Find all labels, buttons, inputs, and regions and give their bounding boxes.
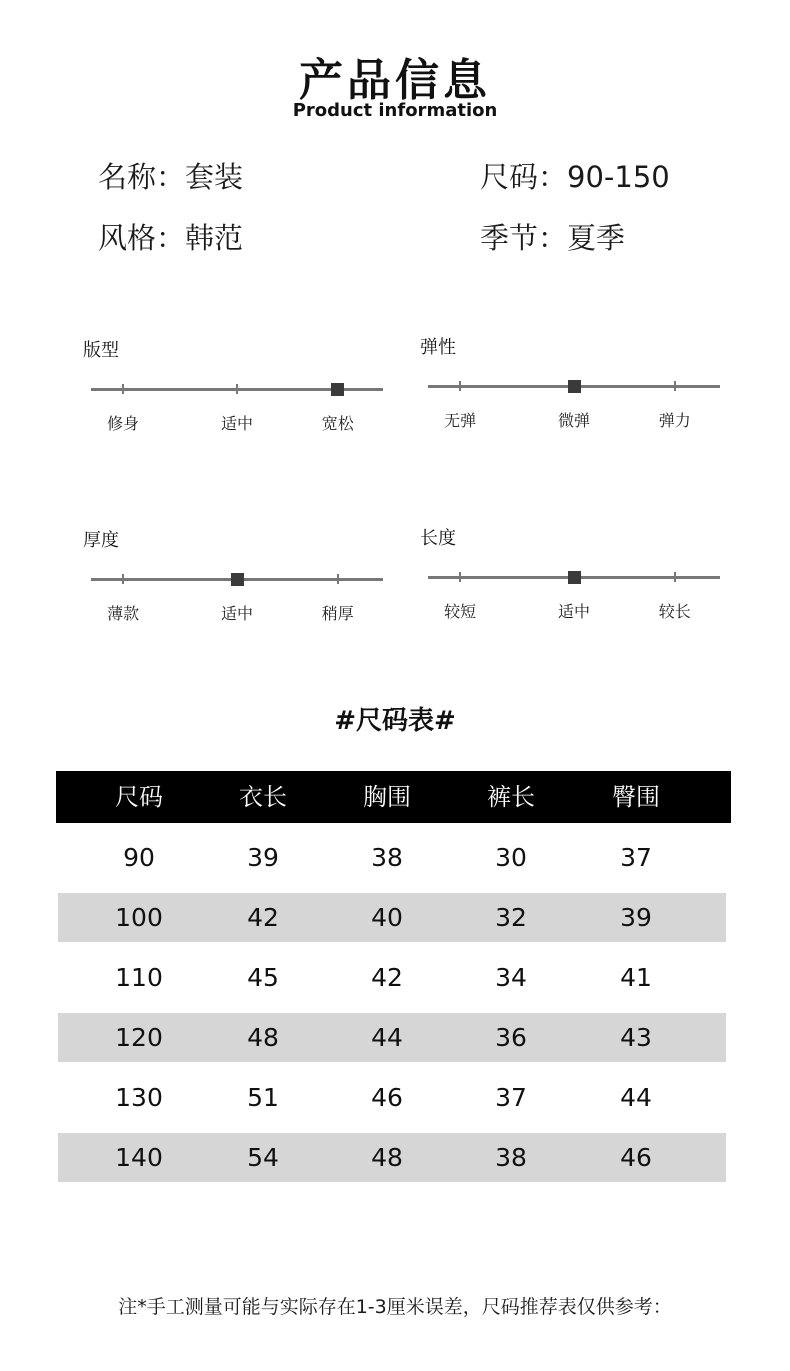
table-header-cell: 衣长 [239,783,287,811]
table-cell: 48 [247,1023,279,1052]
table-cell: 39 [620,903,652,932]
table-row [58,833,726,882]
slider-option-label: 微弹 [557,411,590,430]
slider-option-label: 薄款 [107,604,140,623]
info-size-value: 90-150 [567,160,670,194]
table-row [58,1013,726,1062]
size-table-header [56,771,731,823]
table-cell: 48 [371,1143,403,1172]
info-size-label: 尺码： [480,160,568,194]
info-style-label: 风格： [98,221,186,255]
table-cell: 45 [247,963,279,992]
slider-option-label: 弹力 [658,411,691,430]
table-cell: 110 [115,963,163,992]
slider-knob [568,380,581,393]
table-cell: 41 [620,963,652,992]
info-name-label: 名称： [98,160,186,194]
table-cell: 100 [115,903,163,932]
info-season [480,216,625,257]
table-cell: 37 [620,843,652,872]
info-season-label: 季节： [480,221,568,255]
table-cell: 34 [495,963,527,992]
slider-option-label: 适中 [220,604,253,623]
slider-title: 弹性 [420,337,456,358]
info-season-value: 夏季 [567,221,626,255]
table-row [58,953,726,1002]
table-cell: 37 [495,1083,527,1112]
table-cell: 30 [495,843,527,872]
slider-title: 厚度 [83,530,119,551]
table-cell: 42 [371,963,403,992]
slider-title: 版型 [83,340,119,361]
table-cell: 39 [247,843,279,872]
slider-tick [122,574,124,584]
slider-tick [236,384,238,394]
table-cell: 36 [495,1023,527,1052]
slider-option-label: 适中 [557,602,590,621]
table-cell: 54 [247,1143,279,1172]
table-cell: 130 [115,1083,163,1112]
info-style-value: 韩范 [185,221,244,255]
table-cell: 46 [620,1143,652,1172]
slider-tick [674,572,676,582]
page-subtitle: Product information [292,100,498,121]
info-style [98,216,243,257]
slider-option-label: 适中 [220,414,253,433]
slider-knob [331,383,344,396]
table-cell: 46 [371,1083,403,1112]
slider-tick [459,381,461,391]
table-cell: 44 [371,1023,403,1052]
table-cell: 140 [115,1143,163,1172]
page-title: 产品信息 [299,55,491,106]
table-cell: 32 [495,903,527,932]
measurement-note: 注*手工测量可能与实际存在1-3厘米误差，尺码推荐表仅供参考： [118,1296,672,1318]
table-cell: 38 [371,843,403,872]
table-cell: 44 [620,1083,652,1112]
info-name [98,155,243,196]
slider-tick [337,574,339,584]
table-header-cell: 胸围 [363,783,411,811]
table-row [58,893,726,942]
slider-option-label: 较短 [444,602,477,621]
slider-tick [122,384,124,394]
table-header-cell: 臀围 [612,783,660,811]
table-cell: 42 [247,903,279,932]
size-table-title: #尺码表# [334,706,456,736]
table-cell: 40 [371,903,403,932]
slider-option-label: 宽松 [321,414,354,433]
table-cell: 38 [495,1143,527,1172]
table-cell: 51 [247,1083,279,1112]
slider-tick [459,572,461,582]
table-header-cell: 尺码 [115,783,163,811]
slider-option-label: 稍厚 [321,604,354,623]
slider-knob [568,571,581,584]
info-size [480,155,670,196]
table-cell: 120 [115,1023,163,1052]
table-cell: 43 [620,1023,652,1052]
table-header-cell: 裤长 [487,783,535,811]
info-name-value: 套装 [185,160,244,194]
slider-knob [231,573,244,586]
slider-option-label: 无弹 [444,411,477,430]
table-row [58,1073,726,1122]
table-row [58,1133,726,1182]
slider-option-label: 修身 [107,414,140,433]
slider-title: 长度 [420,528,456,549]
slider-option-label: 较长 [658,602,691,621]
table-cell: 90 [123,843,155,872]
slider-tick [674,381,676,391]
